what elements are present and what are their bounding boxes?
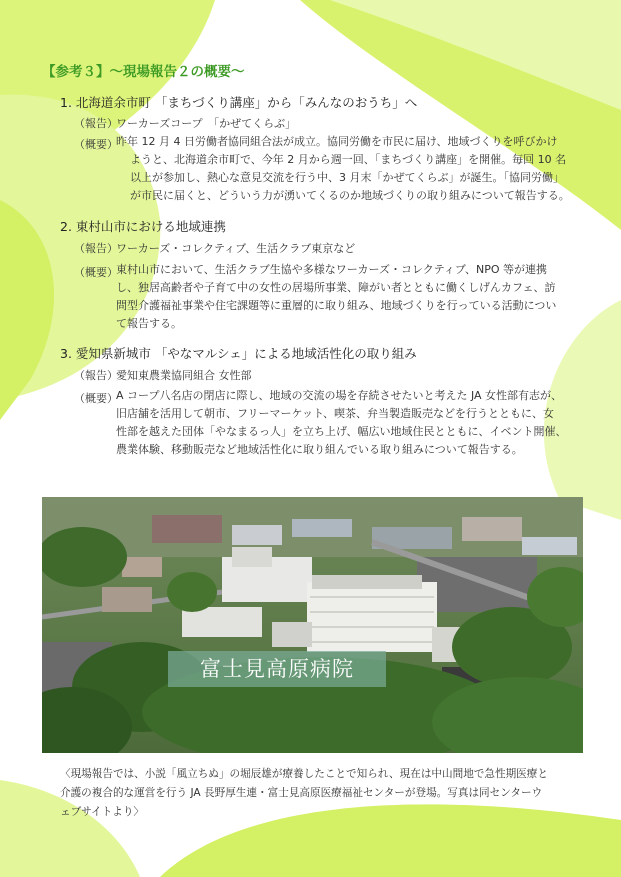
- section-2-report-tag: （報告）: [74, 242, 118, 255]
- section-1-report-tag: （報告）: [74, 117, 118, 130]
- section-2-summary-line: 問型介護福祉事業や住宅課題等に重層的に取り組み、地域づくりを行っている活動につい: [116, 299, 557, 312]
- hospital-photo: [42, 497, 583, 753]
- section-2-report-value: ワーカーズ・コレクティブ、生活クラブ東京など: [116, 242, 356, 255]
- section-1-summary-tag: （概要）: [74, 138, 118, 151]
- section-3-title: 3. 愛知県新城市 「やなマルシェ」による地域活性化の取り組み: [60, 346, 417, 361]
- section-3-summary-line: 性部を越えた団体「やなまるっ人」を立ち上げ、幅広い地域住民とともに、イベント開催、: [116, 425, 567, 438]
- section-3-summary-line: 農業体験、移動販売など地域活性化に取り組んでいる取り組みについて報告する。: [116, 443, 523, 456]
- section-3-summary-line: 旧店舗を活用して朝市、フリーマーケット、喫茶、弁当製造販売などを行うとともに、女: [116, 407, 555, 420]
- section-3-report-tag: （報告）: [74, 369, 118, 382]
- decor-right-wave: [544, 300, 621, 520]
- section-3-report-value: 愛知東農業協同組合 女性部: [116, 369, 252, 382]
- section-3-summary-line: A コープ八名店の閉店に際し、地域の交流の場を存続させたいと考えた JA 女性部有志が、: [116, 389, 563, 402]
- caption-line: ェブサイトより〉: [60, 806, 145, 818]
- section-2-title: 2. 東村山市における地域連携: [60, 219, 226, 234]
- section-2-summary-tag: （概要）: [74, 266, 118, 279]
- section-3-summary-tag: （概要）: [74, 392, 118, 405]
- section-1-report-value: ワーカーズコープ 「かぜてくらぶ」: [116, 117, 297, 130]
- section-1-title: 1. 北海道余市町 「まちづくり講座」から「みんなのおうち」へ: [60, 95, 418, 110]
- photo-caption: [60, 765, 548, 822]
- section-2-summary-line: し、独居高齢者や子育て中の女性の居場所事業、障がい者とともに働くしげんカフェ、訪: [116, 281, 556, 294]
- page-heading: 【参考３】～現場報告２の概要～: [42, 64, 245, 80]
- section-1-summary-line: 昨年 12 月 4 日労働者協同組合法が成立。協同労働を市民に届け、地域づくりを呼びかけ: [116, 135, 558, 148]
- section-1-summary-line: が市民に届くと、どういう力が湧いてくるのか地域づくりの取り組みについて報告する。: [130, 189, 570, 202]
- caption-line: 〈現場報告では、小説「風立ちぬ」の堀辰雄が療養したことで知られ、現在は中山間地で急性期医療と: [60, 768, 548, 780]
- section-1-summary-line: ようと、北海道余市町で、今年 2 月から週一回、「まちづくり講座」を開催。毎回 10 名: [130, 153, 567, 166]
- section-2-summary-line: 東村山市において、生活クラブ生協や多様なワーカーズ・コレクティブ、NPO 等が連携: [116, 263, 548, 276]
- section-2-summary-line: て報告する。: [116, 317, 182, 330]
- caption-line: 介護の複合的な運営を行う JA 長野厚生連・富士見高原医療福祉センターが登場。写真は同センターウ: [60, 787, 543, 799]
- section-1-summary-line: 以上が参加し、熱心な意見交流を行う中、3 月末「かぜてくらぶ」が誕生。「協同労働」: [130, 171, 564, 184]
- photo-label: 富士見高原病院: [168, 651, 386, 687]
